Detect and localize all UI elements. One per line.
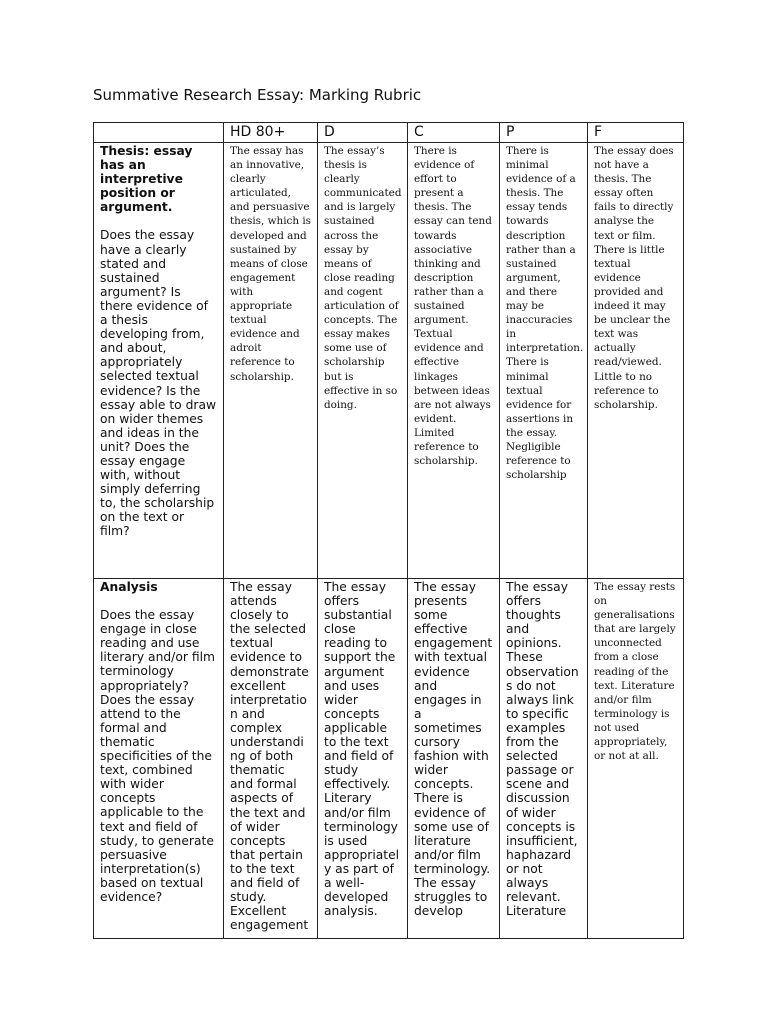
grade-header-row bbox=[94, 123, 684, 143]
criterion-cell-analysis bbox=[94, 579, 224, 939]
grade-header-c: C bbox=[408, 123, 500, 143]
thesis-f-descriptor: The essay does not have a thesis. The essay often fails to directly analyse the text or film. There is little textual evidence provided and indeed it may be unclear the text was actually read/viewed. Little to no reference to scholarship. bbox=[588, 143, 684, 579]
criterion-question: Does the essay engage in close reading and use literary and/or film terminology appropriately? Does the essay attend to the formal and thematic specificities of the text, combined with wider concepts applicable to the text and field of study, to generate persuasive interpretation(s) based on textual evidence? bbox=[100, 608, 215, 904]
analysis-d-descriptor: The essay offers substantial close reading to support the argument and uses wider concepts applicable to the text and field of study effectively. Literary and/or film terminology is used appropriately as part of a well-developed analysis. bbox=[318, 579, 408, 939]
grade-header-hd: HD 80+ bbox=[224, 123, 318, 143]
analysis-f-descriptor: The essay rests on generalisations that are largely unconnected from a close reading of the text. Literature and/or film terminology is not used appropriately, or not at all. bbox=[588, 579, 684, 939]
rubric-row-analysis bbox=[94, 579, 684, 939]
criterion-title: Analysis bbox=[100, 580, 158, 594]
rubric-row-thesis bbox=[94, 143, 684, 579]
grade-header-p: P bbox=[500, 123, 588, 143]
thesis-d-descriptor: The essay’s thesis is clearly communicated and is largely sustained across the essay by means of close reading and cogent articulation of concepts. The essay makes some use of scholarship but is effective in so doing. bbox=[318, 143, 408, 579]
grade-header-d: D bbox=[318, 123, 408, 143]
marking-rubric-table bbox=[93, 122, 684, 939]
thesis-hd-descriptor: The essay has an innovative, clearly articulated, and persuasive thesis, which is developed and sustained by means of close engagement with appropriate textual evidence and adroit reference to scholarship. bbox=[224, 143, 318, 579]
criteria-header-cell bbox=[94, 123, 224, 143]
analysis-p-descriptor: The essay offers thoughts and opinions. These observations do not always link to specific examples from the selected passage or scene and discussion of wider concepts is insufficient, haphazard or not always relevant. Literature bbox=[500, 579, 588, 939]
criterion-title: Thesis: essay has an interpretive position or argument. bbox=[100, 144, 193, 215]
page-title: Summative Research Essay: Marking Rubric bbox=[93, 86, 422, 104]
thesis-c-descriptor: There is evidence of effort to present a thesis. The essay can tend towards associative thinking and description rather than a sustained argument. Textual evidence and effective linkages between ideas are not always evident. Limited reference to scholarship. bbox=[408, 143, 500, 579]
criterion-question: Does the essay have a clearly stated and sustained argument? Is there evidence of a thesis developing from, and about, appropriately selected textual evidence? Is the essay able to draw on wider themes and ideas in the unit? Does the essay engage with, without simply deferring to, the scholarship on the text or film? bbox=[100, 228, 217, 539]
thesis-p-descriptor: There is minimal evidence of a thesis. The essay tends towards description rather than a sustained argument, and there may be inaccuracies in interpretation. There is minimal textual evidence for assertions in the essay. Negligible reference to scholarship bbox=[500, 143, 588, 579]
grade-header-f: F bbox=[588, 123, 684, 143]
analysis-hd-descriptor: The essay attends closely to the selected textual evidence to demonstrate excellent interpretation and complex understanding of both thematic and formal aspects of the text and of wider concepts that pertain to the text and field of study. Excellent engagement bbox=[224, 579, 318, 939]
criterion-cell-thesis bbox=[94, 143, 224, 579]
analysis-c-descriptor: The essay presents some effective engagement with textual evidence and engages in a sometimes cursory fashion with wider concepts. There is evidence of some use of literature and/or film terminology. The essay struggles to develop bbox=[408, 579, 500, 939]
